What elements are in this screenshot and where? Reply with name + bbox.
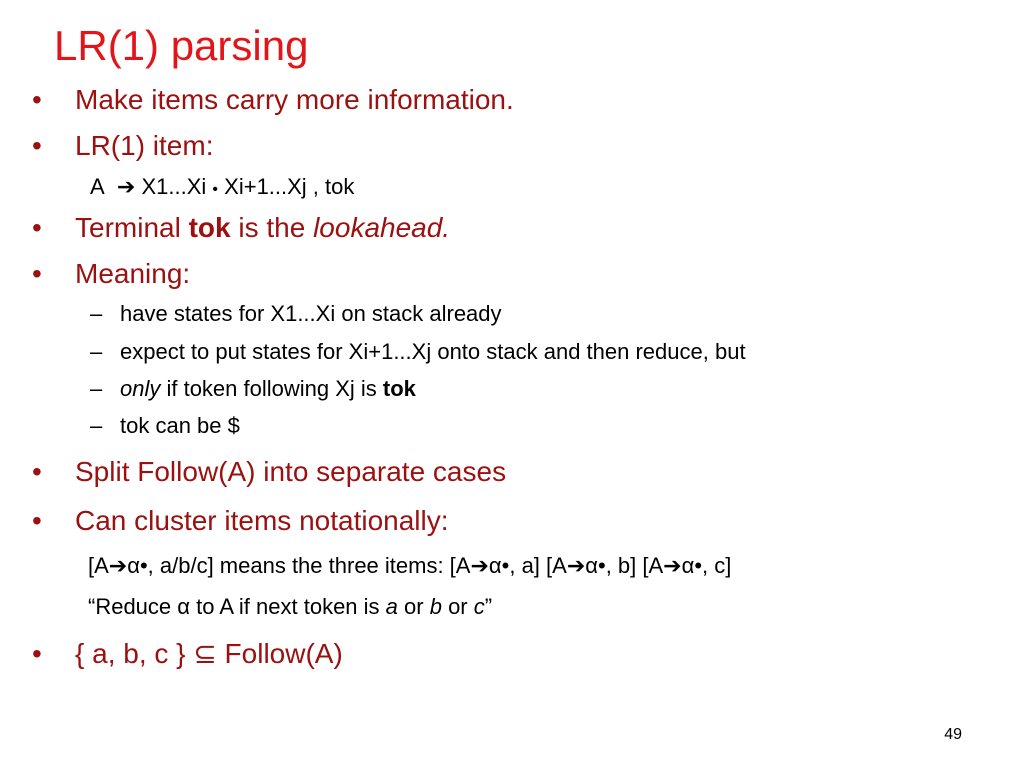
item-lhs: A bbox=[90, 174, 105, 199]
dot-icon: • bbox=[597, 553, 606, 578]
text-run: or bbox=[397, 594, 430, 619]
bullet-text: Can cluster items notationally: bbox=[75, 505, 449, 536]
arrow-icon: ➔ bbox=[663, 553, 682, 578]
text-run: , c] bbox=[702, 553, 732, 578]
subset-icon: ⊆ bbox=[193, 638, 217, 669]
sub-bullet-text: tok can be $ bbox=[120, 413, 240, 438]
cluster-example bbox=[88, 549, 731, 583]
dot-icon: • bbox=[694, 553, 703, 578]
arrow-icon: ➔ bbox=[108, 553, 128, 578]
text-run: Terminal bbox=[75, 212, 189, 243]
slide-title: LR(1) parsing bbox=[54, 22, 309, 69]
item-rest: Xi+1...Xj , tok bbox=[224, 174, 355, 199]
bullet-glyph: • bbox=[32, 505, 42, 536]
text-run: , b] [A bbox=[605, 553, 664, 578]
bullet-text: Meaning: bbox=[75, 258, 191, 289]
text-run: “Reduce α to A if next token is bbox=[88, 594, 386, 619]
arrow-icon: ➔ bbox=[470, 553, 489, 578]
lr1-item-example bbox=[90, 170, 354, 204]
arrow-icon: ➔ bbox=[566, 553, 586, 578]
bullet-text: LR(1) item: bbox=[75, 130, 214, 161]
dot-icon: • bbox=[139, 553, 148, 578]
page-number: 49 bbox=[944, 726, 962, 743]
dash-glyph: – bbox=[90, 376, 103, 401]
alpha-symbol: α bbox=[488, 553, 502, 578]
bullet-glyph: • bbox=[32, 212, 42, 243]
text-run: or bbox=[441, 594, 474, 619]
tok-bold: tok bbox=[188, 212, 231, 243]
sub-bullet-text: have states for X1...Xi on stack already bbox=[120, 301, 502, 326]
text-run: if token following Xj is bbox=[160, 376, 383, 401]
text-run: { a, b, c } bbox=[75, 638, 194, 669]
bullet-glyph: • bbox=[32, 258, 42, 289]
sub-bullet-text: expect to put states for Xi+1...Xj onto stack and then reduce, but bbox=[120, 339, 746, 364]
bullet-text: Split Follow(A) into separate cases bbox=[75, 456, 507, 487]
bullet-glyph: • bbox=[32, 638, 42, 669]
alpha-symbol: α bbox=[585, 553, 598, 578]
text-run: , a/b/c] means the three items: [A bbox=[147, 553, 471, 578]
text-run: , a] [A bbox=[509, 553, 567, 578]
dash-glyph: – bbox=[90, 301, 103, 326]
text-run: [A bbox=[88, 553, 109, 578]
item-rhs: X1...Xi bbox=[141, 174, 207, 199]
sub-bullet-text bbox=[120, 372, 416, 406]
bullet-text: Make items carry more information. bbox=[75, 84, 514, 115]
bullet-text bbox=[75, 206, 450, 250]
text-run: Follow(A) bbox=[216, 638, 343, 669]
dash-glyph: – bbox=[90, 413, 103, 438]
dot-icon: • bbox=[212, 181, 219, 198]
tok-bold: tok bbox=[382, 376, 416, 401]
bullet-glyph: • bbox=[32, 456, 42, 487]
only-italic: only bbox=[120, 376, 161, 401]
text-run: is the bbox=[230, 212, 314, 243]
arrow-icon: ➔ bbox=[116, 174, 136, 199]
lookahead-italic: lookahead. bbox=[313, 212, 451, 243]
dash-glyph: – bbox=[90, 339, 103, 364]
token-a: a bbox=[385, 594, 398, 619]
token-b: b bbox=[429, 594, 442, 619]
token-c: c bbox=[473, 594, 485, 619]
bullet-text bbox=[75, 632, 343, 676]
reduce-explanation bbox=[88, 590, 492, 624]
bullet-glyph: • bbox=[32, 130, 42, 161]
dot-icon: • bbox=[501, 553, 510, 578]
alpha-symbol: α bbox=[681, 553, 695, 578]
text-run: ” bbox=[484, 594, 493, 619]
bullet-glyph: • bbox=[32, 84, 42, 115]
alpha-symbol: α bbox=[127, 553, 140, 578]
